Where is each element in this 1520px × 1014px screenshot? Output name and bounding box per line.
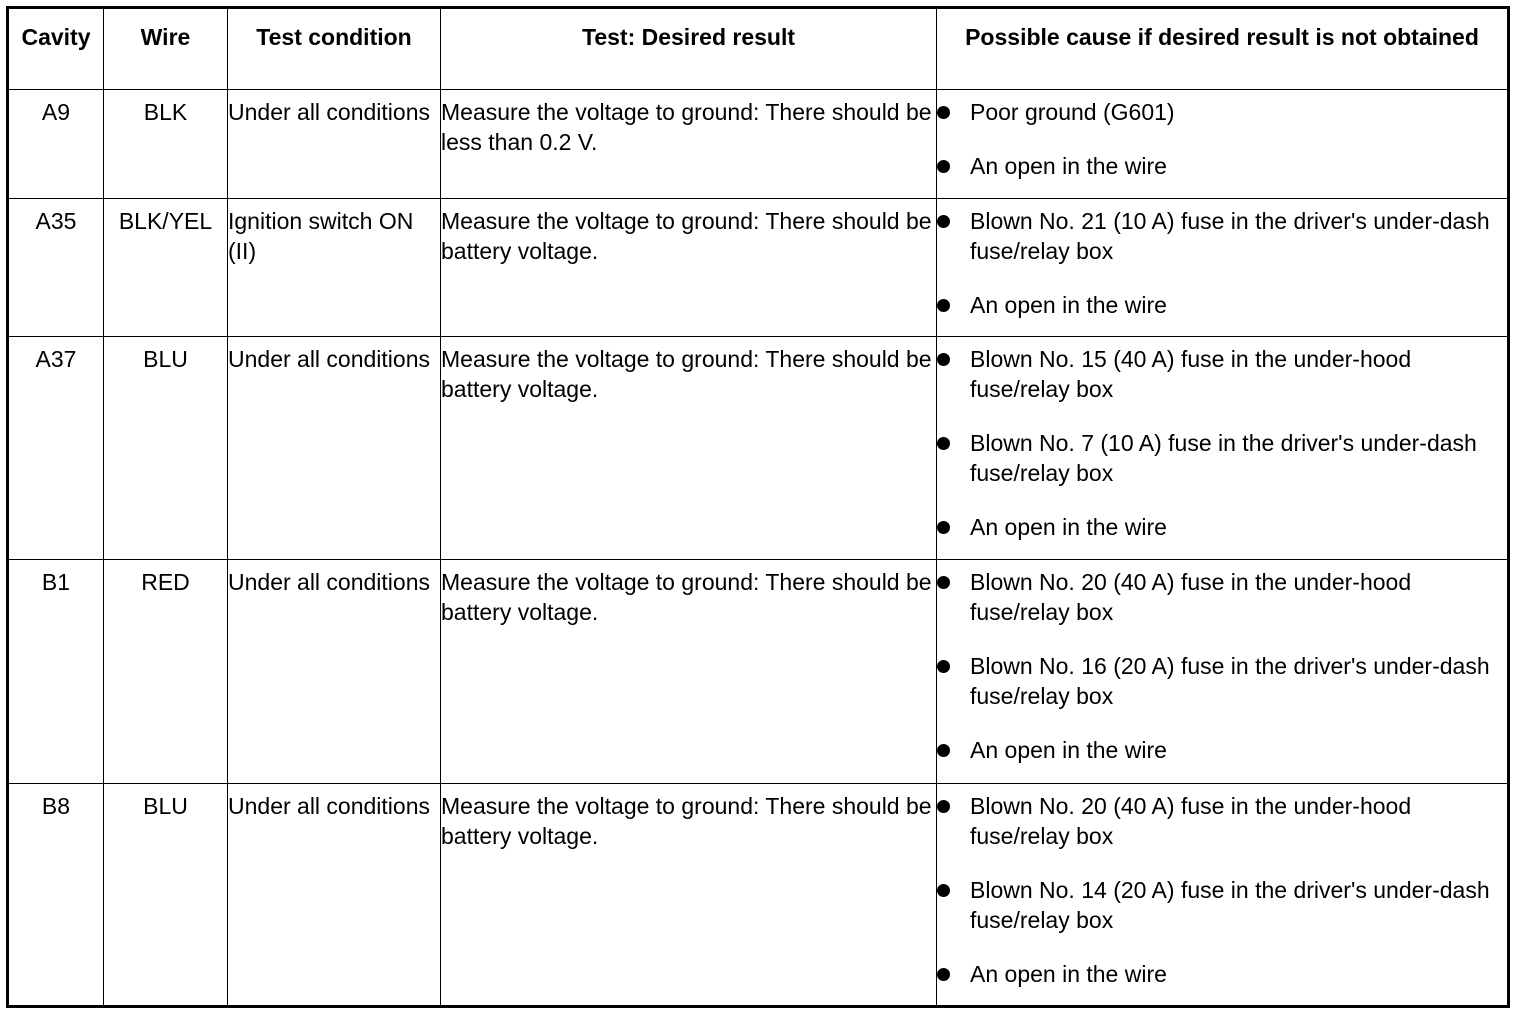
wire-cell: BLK	[104, 90, 228, 199]
wire-cell: BLK/YEL	[104, 199, 228, 337]
cause-item	[937, 206, 1507, 266]
cause-item	[937, 735, 1507, 765]
desired-result-cell: Measure the voltage to ground: There should be battery voltage.	[441, 199, 937, 337]
possible-cause-cell	[937, 199, 1509, 337]
cause-list	[937, 791, 1507, 989]
desired-result-cell: Measure the voltage to ground: There should be less than 0.2 V.	[441, 90, 937, 199]
cause-list	[937, 97, 1507, 181]
header-cavity: Cavity	[8, 8, 104, 90]
cause-text: Blown No. 21 (10 A) fuse in the driver's under-dash fuse/relay box	[970, 208, 1490, 264]
cause-text: Blown No. 20 (40 A) fuse in the under-hood fuse/relay box	[970, 793, 1412, 849]
header-test-condition: Test condition	[228, 8, 441, 90]
cause-list	[937, 344, 1507, 542]
cause-text: An open in the wire	[970, 153, 1167, 179]
test-condition-cell: Under all conditions	[228, 90, 441, 199]
desired-result-cell: Measure the voltage to ground: There should be battery voltage.	[441, 560, 937, 784]
bullet-icon	[937, 215, 950, 228]
test-condition-cell: Ignition switch ON (II)	[228, 199, 441, 337]
cause-item	[937, 512, 1507, 542]
cause-list	[937, 567, 1507, 765]
desired-result-cell: Measure the voltage to ground: There should be battery voltage.	[441, 784, 937, 1007]
cavity-cell: A9	[8, 90, 104, 199]
cause-text: Blown No. 16 (20 A) fuse in the driver's under-dash fuse/relay box	[970, 653, 1490, 709]
possible-cause-cell	[937, 337, 1509, 560]
bullet-icon	[937, 968, 950, 981]
cause-text: An open in the wire	[970, 292, 1167, 318]
cause-list	[937, 206, 1507, 320]
bullet-icon	[937, 299, 950, 312]
header-wire: Wire	[104, 8, 228, 90]
cause-item	[937, 290, 1507, 320]
cavity-cell: B1	[8, 560, 104, 784]
cause-text: An open in the wire	[970, 737, 1167, 763]
cause-item	[937, 651, 1507, 711]
table-row	[8, 560, 1509, 784]
cavity-cell: A37	[8, 337, 104, 560]
test-condition-cell: Under all conditions	[228, 337, 441, 560]
table-row	[8, 784, 1509, 1007]
cause-item	[937, 959, 1507, 989]
header-row	[8, 8, 1509, 90]
bullet-icon	[937, 521, 950, 534]
cause-text: Poor ground (G601)	[970, 99, 1175, 125]
cause-item	[937, 151, 1507, 181]
header-possible-cause: Possible cause if desired result is not obtained	[937, 8, 1509, 90]
possible-cause-cell	[937, 90, 1509, 199]
desired-result-cell: Measure the voltage to ground: There should be battery voltage.	[441, 337, 937, 560]
cause-text: Blown No. 14 (20 A) fuse in the driver's under-dash fuse/relay box	[970, 877, 1490, 933]
cause-item	[937, 344, 1507, 404]
bullet-icon	[937, 353, 950, 366]
bullet-icon	[937, 160, 950, 173]
table-row	[8, 199, 1509, 337]
possible-cause-cell	[937, 784, 1509, 1007]
bullet-icon	[937, 660, 950, 673]
bullet-icon	[937, 106, 950, 119]
cause-text: Blown No. 20 (40 A) fuse in the under-hood fuse/relay box	[970, 569, 1412, 625]
possible-cause-cell	[937, 560, 1509, 784]
bullet-icon	[937, 437, 950, 450]
bullet-icon	[937, 884, 950, 897]
connector-test-table	[6, 6, 1510, 1008]
header-desired-result: Test: Desired result	[441, 8, 937, 90]
cause-item	[937, 875, 1507, 935]
bullet-icon	[937, 744, 950, 757]
cavity-cell: B8	[8, 784, 104, 1007]
cavity-cell: A35	[8, 199, 104, 337]
cause-text: An open in the wire	[970, 514, 1167, 540]
test-condition-cell: Under all conditions	[228, 560, 441, 784]
cause-text: Blown No. 7 (10 A) fuse in the driver's under-dash fuse/relay box	[970, 430, 1477, 486]
cause-item	[937, 97, 1507, 127]
cause-text: Blown No. 15 (40 A) fuse in the under-hood fuse/relay box	[970, 346, 1412, 402]
test-condition-cell: Under all conditions	[228, 784, 441, 1007]
wire-cell: BLU	[104, 337, 228, 560]
table-row	[8, 90, 1509, 199]
bullet-icon	[937, 576, 950, 589]
cause-item	[937, 567, 1507, 627]
wire-cell: BLU	[104, 784, 228, 1007]
table-row	[8, 337, 1509, 560]
cause-text: An open in the wire	[970, 961, 1167, 987]
bullet-icon	[937, 800, 950, 813]
cause-item	[937, 428, 1507, 488]
wire-cell: RED	[104, 560, 228, 784]
cause-item	[937, 791, 1507, 851]
